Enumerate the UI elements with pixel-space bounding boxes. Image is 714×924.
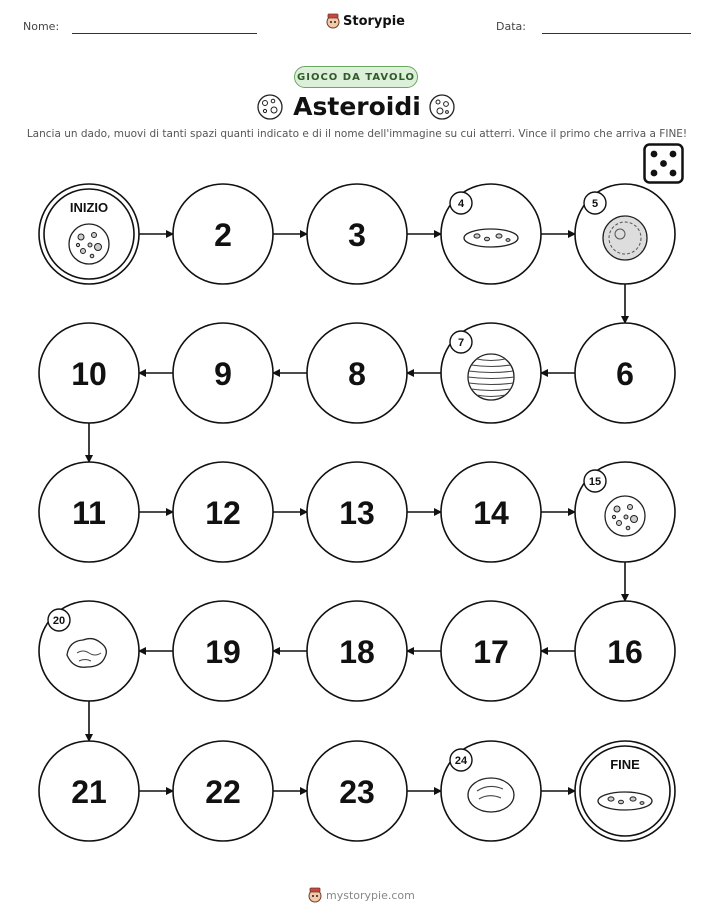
space-20 [39, 601, 139, 701]
flat-asteroid-icon [598, 792, 652, 810]
space-8 [307, 323, 407, 423]
name-label: Nome: [23, 20, 60, 33]
lumpy-asteroid-icon [67, 639, 106, 668]
space-number: 3 [348, 217, 366, 253]
page-title: Asteroidi [293, 92, 421, 121]
space-number: 10 [71, 356, 107, 392]
space-number: 14 [473, 495, 509, 531]
space-22 [173, 741, 273, 841]
space-number: 17 [473, 634, 509, 670]
space-number: 9 [214, 356, 232, 392]
space-2 [173, 184, 273, 284]
space-badge-number: 20 [52, 615, 66, 627]
space-3 [307, 184, 407, 284]
space-7 [441, 323, 541, 423]
space-13 [307, 462, 407, 562]
space-15 [575, 462, 675, 562]
space-number: 11 [72, 495, 106, 531]
footer-url: mystorypie.com [326, 888, 415, 902]
space-start [39, 184, 139, 284]
brand-name: Storypie [343, 13, 405, 29]
end-label: FINE [610, 757, 640, 772]
space-11 [39, 462, 139, 562]
space-number: 2 [214, 217, 232, 253]
space-21 [39, 741, 139, 841]
footer [308, 887, 415, 903]
space-18 [307, 601, 407, 701]
striped-planet-icon [468, 354, 514, 400]
category-tag: GIOCO DA TAVOLO [294, 66, 418, 88]
space-24 [441, 741, 541, 841]
space-10 [39, 323, 139, 423]
space-number: 16 [607, 634, 643, 670]
space-end [575, 741, 675, 841]
space-number: 23 [339, 774, 375, 810]
rock-asteroid-icon [468, 778, 514, 812]
space-12 [173, 462, 273, 562]
space-19 [173, 601, 273, 701]
space-number: 21 [71, 774, 107, 810]
space-6 [575, 323, 675, 423]
space-number: 12 [205, 495, 241, 531]
flat-asteroid-icon [464, 229, 518, 247]
storypie-mascot-small-icon [308, 887, 322, 903]
space-number: 6 [616, 356, 634, 392]
space-number: 8 [348, 356, 366, 392]
space-number: 13 [339, 495, 375, 531]
space-badge-number: 24 [454, 755, 468, 767]
cratered-asteroid-icon [605, 496, 645, 536]
space-circle [575, 741, 675, 841]
space-23 [307, 741, 407, 841]
space-14 [441, 462, 541, 562]
space-number: 18 [339, 634, 375, 670]
space-9 [173, 323, 273, 423]
start-label: INIZIO [69, 200, 109, 215]
space-badge-number: 4 [457, 198, 465, 210]
space-17 [441, 601, 541, 701]
asteroid-cratered-icon [69, 224, 109, 264]
space-5 [575, 184, 675, 284]
space-number: 19 [205, 634, 241, 670]
date-label: Data: [496, 20, 526, 33]
round-asteroid-icon [603, 216, 647, 260]
instructions: Lancia un dado, muovi di tanti spazi quanti indicato e di il nome dell'immagine su cui atterri. Vince il primo che arriva a FINE! [26, 128, 688, 140]
space-badge-number: 5 [591, 198, 599, 210]
space-16 [575, 601, 675, 701]
space-badge-number: 15 [588, 476, 602, 488]
space-number: 22 [205, 774, 241, 810]
space-badge-number: 7 [457, 337, 465, 349]
space-4 [441, 184, 541, 284]
